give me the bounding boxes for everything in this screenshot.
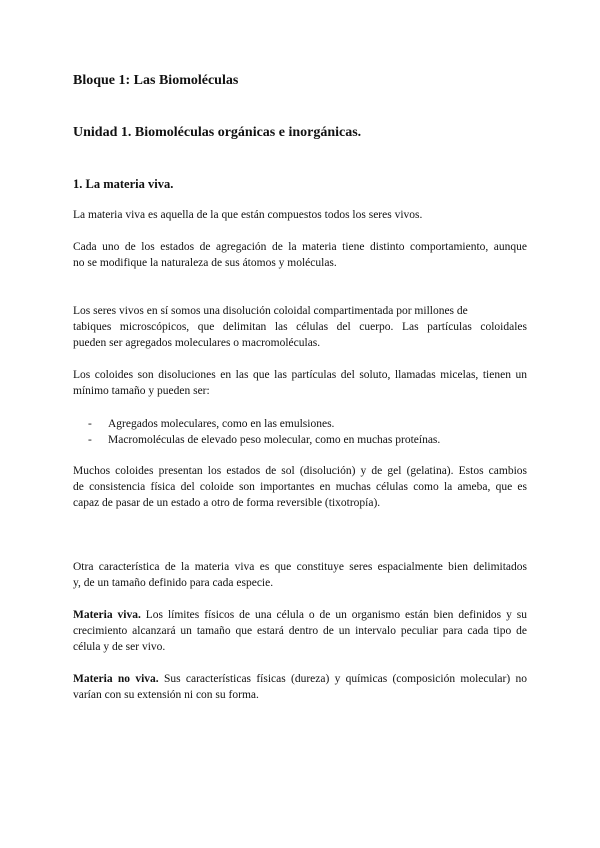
term-nonliving-matter: Materia no viva. — [73, 673, 159, 685]
paragraph-line: capaz de pasar de un estado a otro de forma reversible (tixotropía). — [73, 497, 381, 509]
paragraph-line — [73, 671, 527, 687]
paragraph-line: crecimiento alcanzará un tamaño que estará dentro de un intervalo peculiar para cada tipo de — [73, 625, 527, 637]
paragraph-colloidal — [73, 303, 527, 351]
paragraph-line: Cada uno de los estados de agregación de la materia tiene distinto comportamiento, aunque — [73, 241, 527, 253]
paragraph-states — [73, 239, 527, 271]
paragraph-line: varían con su extensión ni con su forma. — [73, 689, 259, 701]
paragraph-line: de consistencia física del coloide son importantes en muchas células como la ameba, que es — [73, 481, 527, 493]
paragraph-line: tabiques microscópicos, que delimitan las células del cuerpo. Las partículas coloidales — [73, 321, 527, 333]
paragraph-line-rest: Sus características físicas (dureza) y químicas (composición molecular) no — [158, 673, 527, 685]
paragraph-nonliving-matter — [73, 671, 527, 703]
paragraph-line: Los coloides son disoluciones en las que las partículas del soluto, llamadas micelas, tienen un — [73, 369, 527, 381]
paragraph-line: no se modifique la naturaleza de sus átomos y moléculas. — [73, 257, 337, 269]
list-item — [88, 416, 528, 432]
paragraph-line-rest: Los límites físicos de una célula o de un organismo están bien definidos y su — [140, 609, 527, 621]
unit-title: Unidad 1. Biomoléculas orgánicas e inorgánicas. — [73, 125, 362, 140]
paragraph-line: La materia viva es aquella de la que están compuestos todos los seres vivos. — [73, 209, 423, 221]
list-dash: - — [88, 418, 92, 430]
paragraph-line: y, de un tamaño definido para cada especie. — [73, 577, 274, 589]
paragraph-line: Otra característica de la materia viva es que constituye seres espacialmente bien delimitados — [73, 561, 527, 573]
list-dash: - — [88, 434, 92, 446]
term-living-matter: Materia viva. — [73, 609, 141, 621]
paragraph-definition — [73, 207, 527, 223]
paragraph-line — [73, 607, 527, 623]
section-title: 1. La materia viva. — [73, 177, 174, 191]
paragraph-sol-gel — [73, 463, 527, 511]
list-item-text: Macromoléculas de elevado peso molecular, como en muchas proteínas. — [108, 434, 441, 446]
list-item-text: Agregados moleculares, como en las emulsiones. — [108, 418, 335, 430]
paragraph-characteristic — [73, 559, 527, 591]
colloid-types-list — [88, 416, 528, 448]
paragraph-line: Muchos coloides presentan los estados de sol (disolución) y de gel (gelatina). Estos cambios — [73, 465, 527, 477]
paragraph-line: Los seres vivos en sí somos una disolución coloidal compartimentada por millones de — [73, 305, 468, 317]
block-title: Bloque 1: Las Biomoléculas — [73, 73, 239, 88]
paragraph-line: célula y de ser vivo. — [73, 641, 166, 653]
paragraph-living-matter — [73, 607, 527, 655]
paragraph-line: pueden ser agregados moleculares o macromoléculas. — [73, 337, 321, 349]
list-item — [88, 432, 528, 448]
paragraph-line: mínimo tamaño y pueden ser: — [73, 385, 210, 397]
paragraph-colloids — [73, 367, 527, 399]
